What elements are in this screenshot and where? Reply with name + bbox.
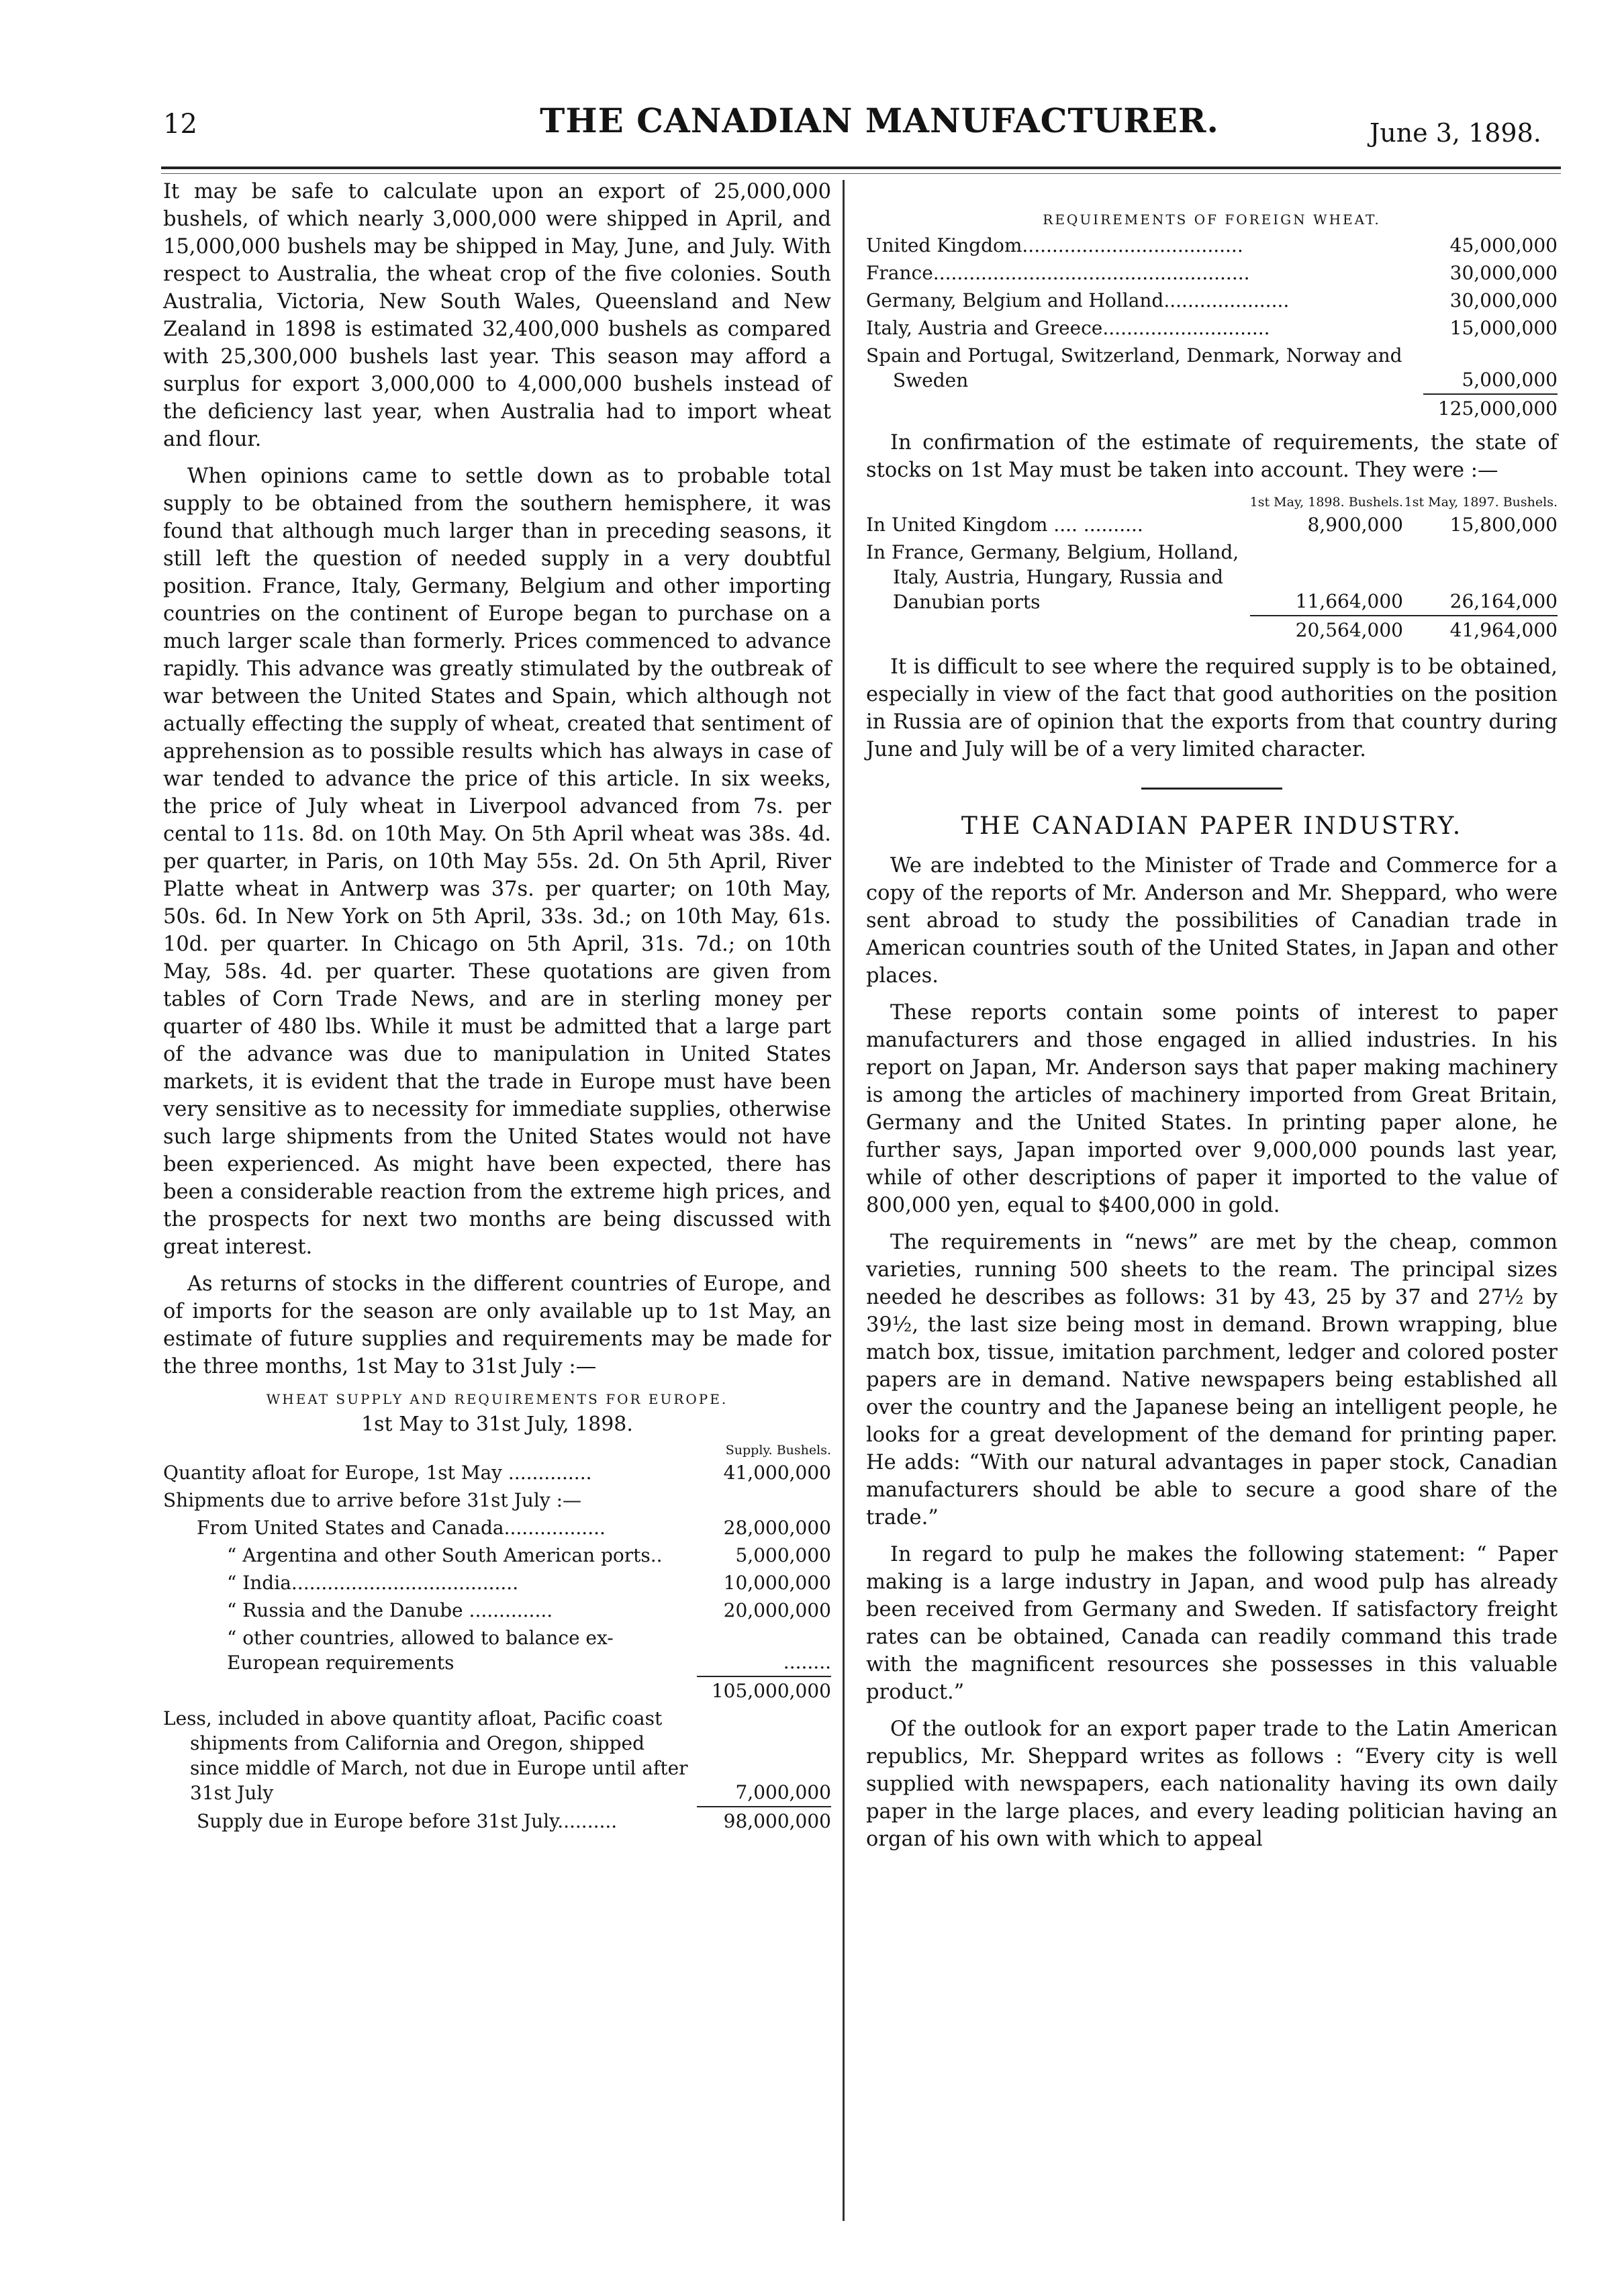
row-label: From United States and Canada................. — [197, 1517, 606, 1539]
row-value: 15,800,000 — [1449, 514, 1558, 536]
row-value: 5,000,000 — [735, 1544, 831, 1566]
paragraph: As returns of stocks in the different countries of Europe, and of imports for the season are only available up to 1st May, an estimate of future supplies and requirements may be made for the three months, 1st May to 31st July :— — [163, 1272, 831, 1378]
total-value: 20,564,000 — [1250, 616, 1403, 644]
row-value: 45,000,000 — [1449, 234, 1558, 256]
column-header: 1st May, 1897. Bushels. — [1404, 495, 1558, 510]
table-row — [163, 1541, 831, 1569]
row-label: Quantity afloat for Europe, 1st May .............. — [163, 1462, 592, 1484]
header-rule — [161, 167, 1561, 169]
row-value: 7,000,000 — [735, 1781, 831, 1803]
table-row — [866, 287, 1558, 314]
row-label: “ Russia and the Danube .............. — [227, 1599, 553, 1621]
row-value: 15,000,000 — [1449, 317, 1558, 339]
table-row — [163, 1486, 831, 1514]
row-value: ........ — [783, 1651, 831, 1673]
paragraph: It may be safe to calculate upon an export of 25,000,000 bushels, of which nearly 3,000,000 were shipped in April, and 15,000,000 bushels may be shipped in May, June, and July. With respect to Australia, the wheat crop of the five colonies. South Australia, Victoria, New South Wales, Queensland and New Zealand in 1898 is estimated 32,400,000 bushels as compared with 25,300,000 bushels last year. This season may afford a surplus for export 3,000,000 to 4,000,000 bushels instead of the deficiency last year, when Australia had to import wheat and flour. — [163, 180, 831, 451]
subtotal-row — [163, 1676, 831, 1705]
right-column — [866, 178, 1558, 1862]
paragraph: In confirmation of the estimate of requirements, the state of stocks on 1st May must be taken into account. They were :— — [866, 431, 1558, 482]
paragraph: In regard to pulp he makes the following statement: “ Paper making is a large industry in Japan, and wood pulp has already been received from Germany and Sweden. If satisfactory freight rates can be obtained, Canada can readily command this trade with the magnificent resources she possesses in this valuable product.” — [866, 1543, 1558, 1704]
total-row — [866, 394, 1558, 422]
table-header-row — [866, 493, 1558, 511]
row-value: 11,664,000 — [1295, 590, 1403, 612]
paragraph: Of the outlook for an export paper trade to the Latin American republics, Mr. Sheppard writes as follows : “Every city is well supplied with newspapers, each nationality having its own daily paper in the large places, and every leading politician having an organ of his own with which to appeal — [866, 1717, 1558, 1851]
paragraph: It is difficult to see where the required supply is to be obtained, especially in view of the fact that good authorities on the position in Russia are of opinion that the exports from that country during June and July will be of a very limited character. — [866, 655, 1558, 761]
row-label: Less, included in above quantity afloat, Pacific coast shipments from California and Oregon, shipped since middle of March, not due in Europe until after 31st July — [163, 1707, 688, 1804]
section-divider — [1141, 788, 1282, 790]
wheat-supply-table — [163, 1441, 831, 1835]
table-row — [866, 232, 1558, 259]
row-label: “ Argentina and other South American ports.. — [227, 1544, 663, 1566]
masthead-title: THE CANADIAN MANUFACTURER. — [540, 101, 1219, 140]
total-value: 98,000,000 — [697, 1807, 831, 1835]
page-number: 12 — [163, 109, 197, 140]
table-row — [163, 1569, 831, 1597]
row-label: Supply due in Europe before 31st July.......... — [197, 1810, 618, 1832]
requirements-table — [866, 232, 1558, 422]
paragraph: We are indebted to the Minister of Trade and Commerce for a copy of the reports of Mr. Anderson and Mr. Sheppard, who were sent abroad to study the possibilities of Canadian trade in American countries south of the United States, in Japan and other places. — [866, 854, 1558, 988]
row-label: Italy, Austria and Greece............................ — [866, 317, 1270, 339]
table-subtitle: 1st May to 31st July, 1898. — [361, 1413, 633, 1436]
table-row — [163, 1597, 831, 1624]
table-title: WHEAT SUPPLY AND REQUIREMENTS FOR EUROPE. — [266, 1391, 728, 1407]
column-header: Supply. Bushels. — [725, 1443, 831, 1458]
row-value: 41,000,000 — [723, 1462, 831, 1484]
stocks-table — [866, 493, 1558, 644]
table-row — [866, 538, 1558, 616]
row-value: 5,000,000 — [1462, 369, 1558, 391]
row-value: 30,000,000 — [1449, 289, 1558, 312]
row-label: France..................................................... — [866, 262, 1250, 284]
subtotal-value: 105,000,000 — [697, 1676, 831, 1705]
row-label: Shipments due to arrive before 31st July :— — [163, 1489, 581, 1511]
table-title: REQUIREMENTS OF FOREIGN WHEAT. — [1043, 211, 1381, 228]
row-value: 20,000,000 — [723, 1599, 831, 1621]
table-row — [866, 342, 1558, 394]
row-label: “ India...................................... — [227, 1572, 519, 1594]
row-label: Germany, Belgium and Holland..................... — [866, 289, 1290, 312]
total-value: 41,964,000 — [1403, 616, 1558, 644]
paragraph: When opinions came to settle down as to probable total supply to be obtained from the southern hemisphere, it was found that although much larger than in preceding seasons, it still left the question of needed supply in a very doubtful position. France, Italy, Germany, Belgium and other importing countries on the continent of Europe began to purchase on a much larger scale than formerly. Prices commenced to advance rapidly. This advance was greatly stimulated by the outbreak of war between the United States and Spain, which although not actually effecting the supply of wheat, created that sentiment of apprehension as to possible results which has always in case of war tended to advance the price of this article. In six weeks, the price of July wheat in Liverpool advanced from 7s. per cental to 11s. 8d. on 10th May. On 5th April wheat was 38s. 4d. per quarter, in Paris, on 10th May 55s. 2d. On 5th April, River Platte wheat in Antwerp was 37s. per quarter; on 10th May, 50s. 6d. In New York on 5th April, 33s. 3d.; on 10th May, 61s. 10d. per quarter. In Chicago on 5th April, 31s. 7d.; on 10th May, 58s. 4d. per quarter. These quotations are given from tables of Corn Trade News, and are in sterling money per quarter of 480 lbs. While it must be admitted that a large part of the advance was due to manipulation in United States markets, it is evident that the trade in Europe must have been very sensitive as to necessity for immediate supplies, otherwise such large shipments from the United States would not have been experienced. As might have been expected, there has been a considerable reaction from the extreme high prices, and the prospects for next two months are being discussed with great interest. — [163, 465, 831, 1259]
row-label: United Kingdom..................................... — [866, 234, 1243, 256]
row-label: In United Kingdom .... .......... — [866, 514, 1143, 536]
paragraph: These reports contain some points of interest to paper manufacturers and those engaged in allied industries. In his report on Japan, Mr. Anderson says that paper making machinery is among the articles of machinery imported from Great Britain, Germany and the United States. In printing paper alone, he further says, Japan imported over 9,000,000 pounds last year, while of other descriptions of paper it imported to the value of 800,000 yen, equal to $400,000 in gold. — [866, 1001, 1558, 1217]
row-value: 28,000,000 — [723, 1517, 831, 1539]
table-row — [866, 259, 1558, 287]
row-value: 26,164,000 — [1449, 590, 1558, 612]
row-value: 8,900,000 — [1307, 514, 1403, 536]
row-label: “ other countries, allowed to balance ex-European requirements — [227, 1627, 614, 1674]
table-row — [163, 1459, 831, 1486]
table-row — [163, 1514, 831, 1541]
column-divider — [843, 180, 845, 2221]
total-value: 125,000,000 — [1423, 394, 1558, 422]
table-row — [866, 511, 1558, 538]
header-rule-thin — [161, 173, 1561, 174]
total-row — [866, 616, 1558, 644]
column-header: 1st May, 1898. Bushels. — [1249, 495, 1403, 510]
table-header-row — [163, 1441, 831, 1459]
table-row — [163, 1624, 831, 1676]
row-label: Spain and Portugal, Switzerland, Denmark, Norway and Sweden — [866, 344, 1402, 391]
issue-date: June 3, 1898. — [1370, 118, 1541, 148]
row-label: In France, Germany, Belgium, Holland, Italy, Austria, Hungary, Russia and Danubian ports — [866, 541, 1239, 613]
section-title: THE CANADIAN PAPER INDUSTRY. — [961, 812, 1463, 840]
paragraph: The requirements in “news” are met by the cheap, common varieties, running 500 sheets to the ream. The principal sizes needed he describes as follows: 31 by 43, 25 by 37 and 27½ by 39½, the last size being most in demand. Brown wrapping, blue match box, tissue, imitation parchment, ledger and colored poster papers are in demand. Native newspapers being established all over the country and the Japanese being an intelligent people, he looks for a great development of the demand for printing paper. He adds: “With our natural advantages in paper stock, Canadian manufacturers should be able to secure a good share of the trade.” — [866, 1231, 1558, 1529]
table-row — [866, 314, 1558, 342]
page-header — [0, 101, 1624, 168]
row-value: 30,000,000 — [1449, 262, 1558, 284]
total-row — [163, 1807, 831, 1835]
row-value: 10,000,000 — [723, 1572, 831, 1594]
left-column — [163, 178, 831, 1835]
table-row — [163, 1705, 831, 1807]
